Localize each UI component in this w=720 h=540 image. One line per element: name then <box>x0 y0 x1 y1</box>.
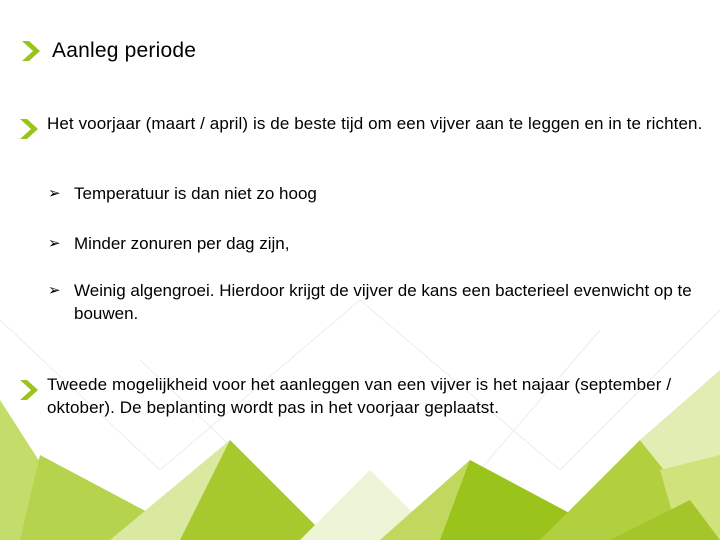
paragraph-text: Tweede mogelijkheid voor het aanleggen van een vijver is het najaar (september / oktober). De beplanting wordt pas in het voorjaar geplaatst. <box>47 375 672 417</box>
paragraph-intro <box>47 112 719 135</box>
page-title: Aanleg periode <box>52 39 197 62</box>
arrowhead-icon: ➢ <box>48 184 61 202</box>
chevron-right-icon <box>20 39 42 63</box>
list-item <box>48 279 694 325</box>
title-row <box>20 36 196 66</box>
paragraph-text: Het voorjaar (maart / april) is de beste tijd om een vijver aan te leggen en in te richten. <box>47 114 703 133</box>
chevron-right-icon <box>18 378 40 402</box>
list-item-text: Weinig algengroei. Hierdoor krijgt de vijver de kans een bacterieel evenwicht op te bouwen. <box>74 281 692 323</box>
list-item-text: Minder zonuren per dag zijn, <box>74 234 290 253</box>
list-item <box>48 182 694 205</box>
paragraph-alternative <box>47 373 719 419</box>
arrowhead-icon: ➢ <box>48 234 61 252</box>
list-item-text: Temperatuur is dan niet zo hoog <box>74 184 317 203</box>
arrowhead-icon: ➢ <box>48 281 61 299</box>
chevron-right-icon <box>18 117 40 141</box>
list-item <box>48 232 694 255</box>
